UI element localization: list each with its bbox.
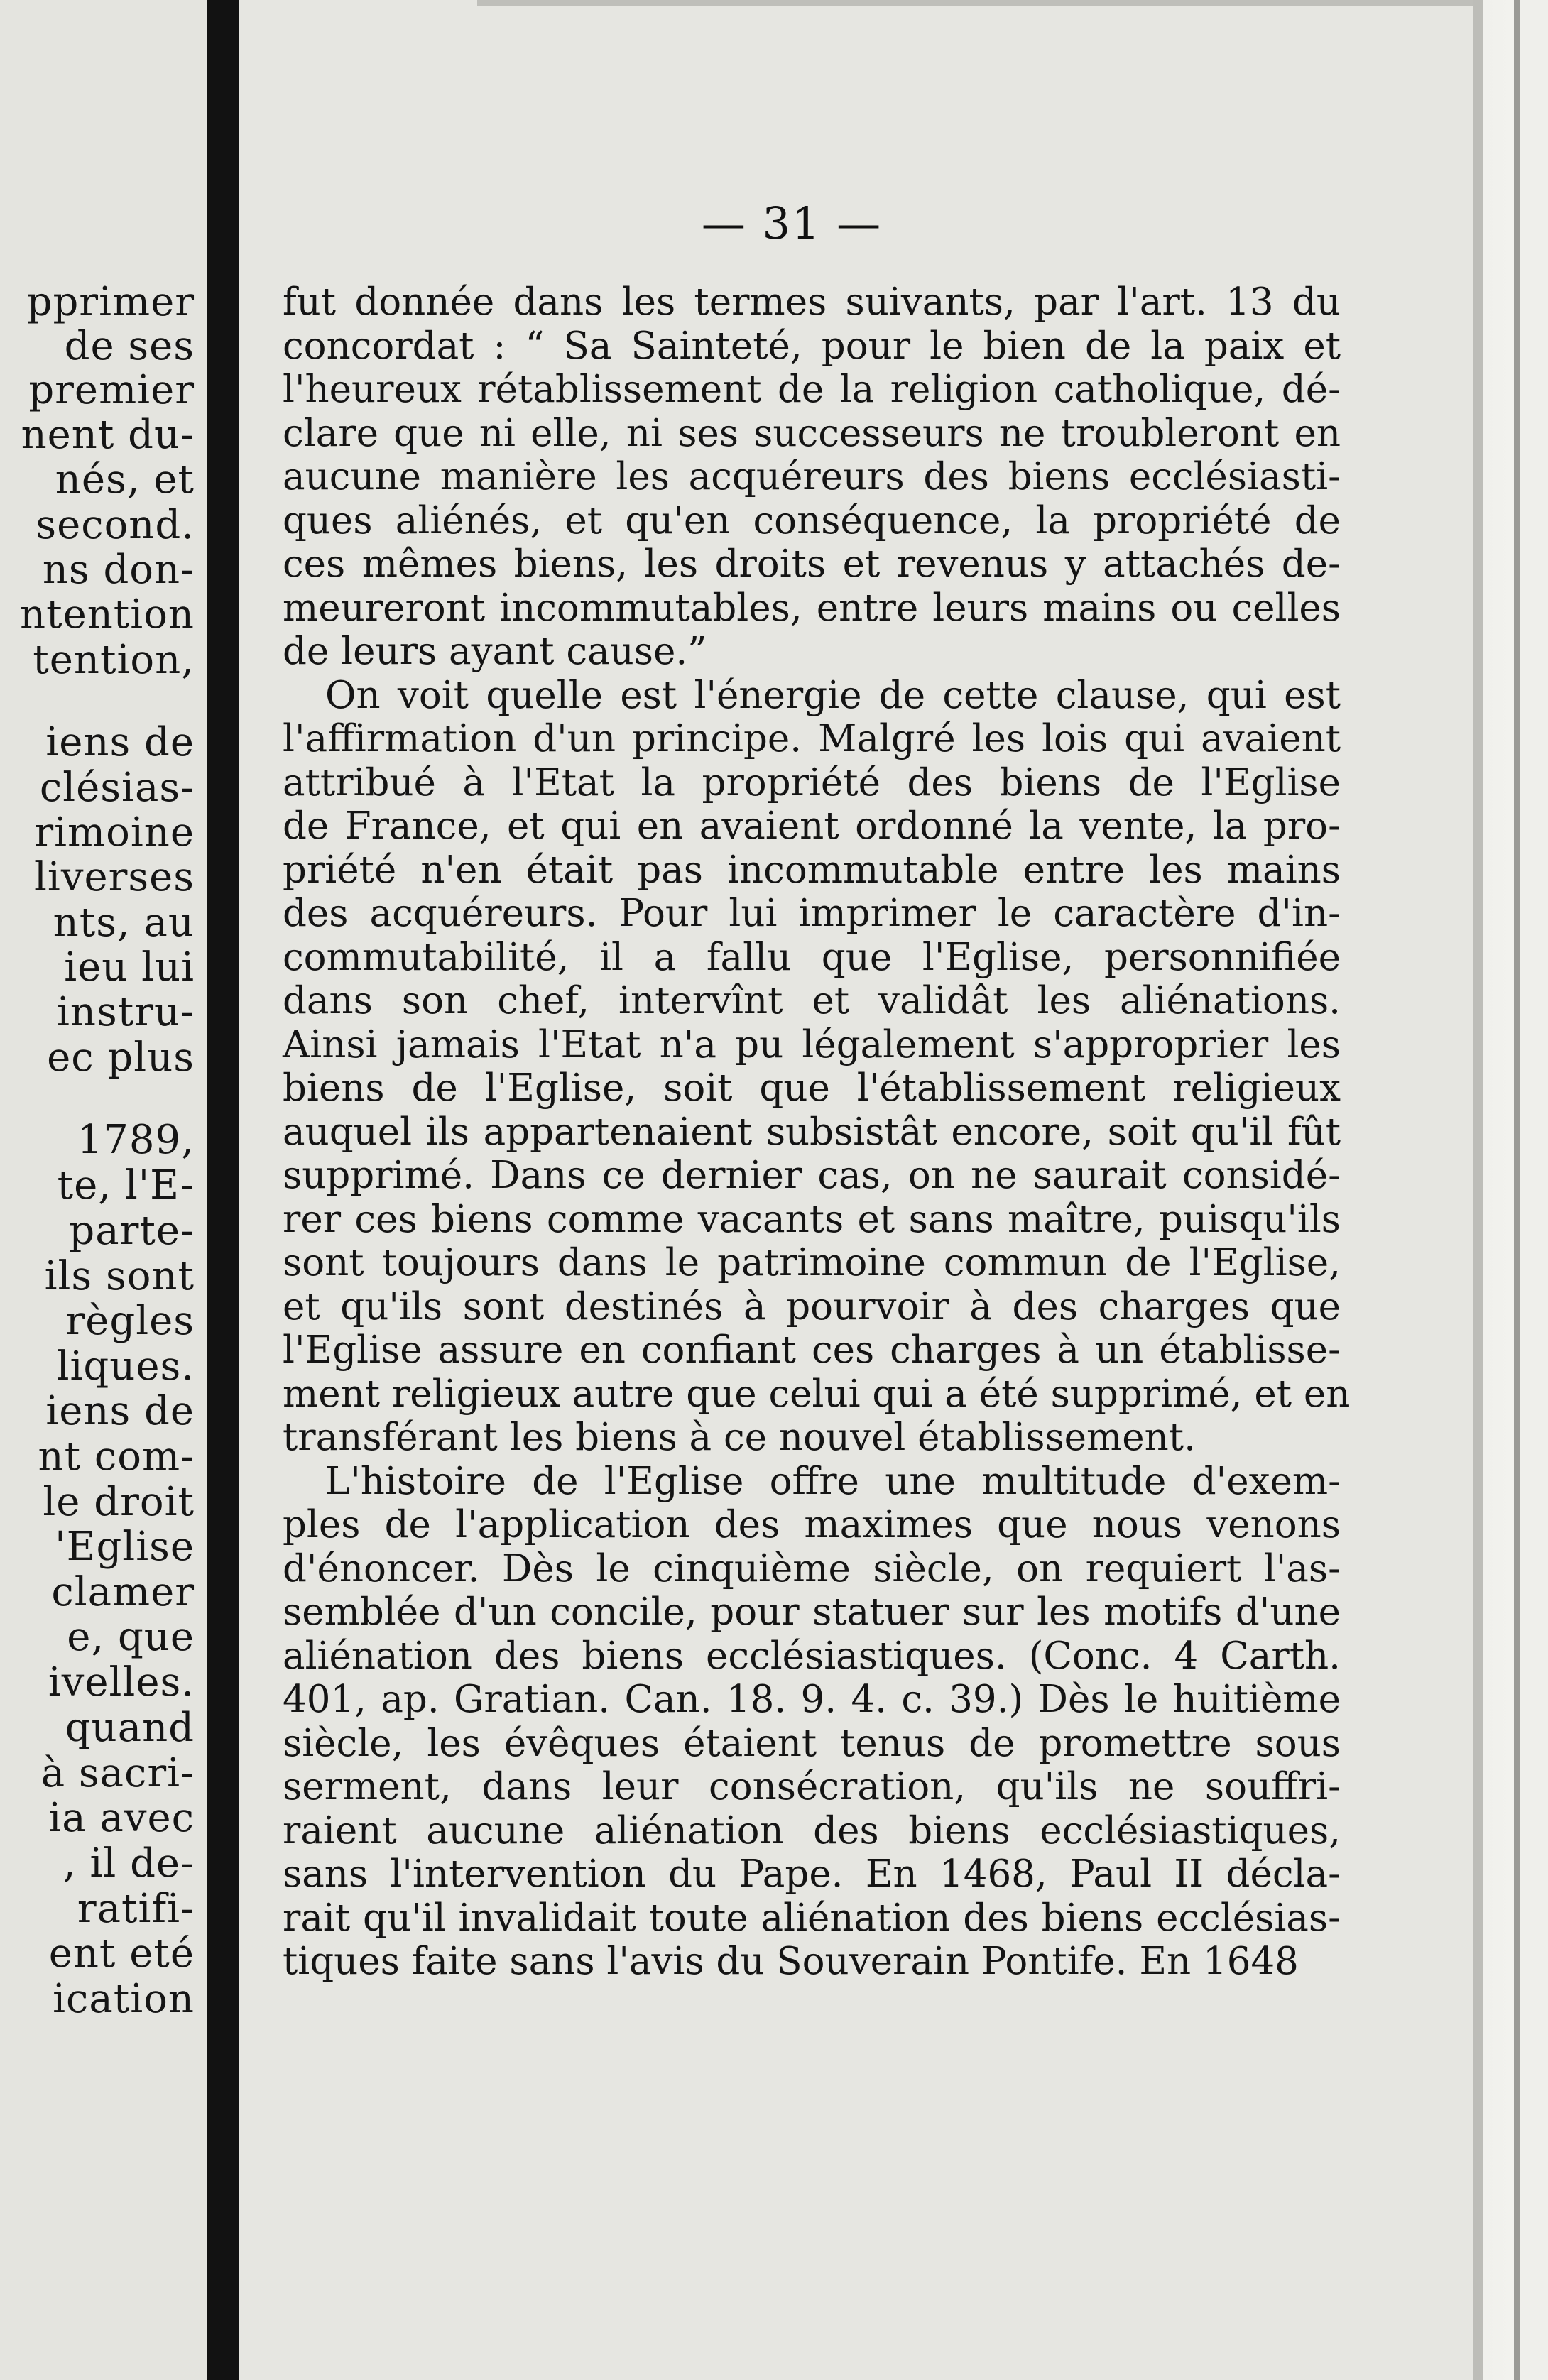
left-page-fragment: pprimer	[26, 279, 195, 325]
text-line: aliénation des biens ecclésiastiques. (Conc. 4 Carth.	[283, 1634, 1341, 1678]
left-page-fragment: premier	[28, 367, 195, 413]
left-page-fragment: ication	[53, 1976, 195, 2022]
left-page-fragment: ratifi-	[77, 1886, 195, 1932]
text-line: clare que ni elle, ni ses successeurs ne troubleront en	[283, 411, 1341, 455]
left-page-fragment: à sacri-	[40, 1750, 195, 1796]
left-page-fragment: tention,	[33, 637, 195, 683]
left-page-fragment: second.	[36, 502, 195, 548]
book-gutter	[207, 0, 239, 2380]
body-text	[283, 280, 1351, 1984]
text-line: ment religieux autre que celui qui a été supprimé, et en	[283, 1372, 1351, 1416]
left-page-fragment: 'Eglise	[55, 1524, 195, 1570]
text-line: priété n'en était pas incommutable entre les mains	[283, 848, 1341, 892]
text-line: Ainsi jamais l'Etat n'a pu légalement s'approprier les	[283, 1022, 1341, 1066]
text-line: de France, et qui en avaient ordonné la vente, la pro-	[283, 804, 1341, 848]
text-line: serment, dans leur consécration, qu'ils ne souffri-	[283, 1765, 1341, 1808]
left-page-fragment: nt com-	[38, 1434, 195, 1480]
text-line: attribué à l'Etat la propriété des biens de l'Eglise	[283, 760, 1341, 804]
text-line: d'énoncer. Dès le cinquième siècle, on requiert l'as-	[283, 1546, 1341, 1590]
text-line: rait qu'il invalidait toute aliénation des biens ecclésias-	[283, 1896, 1341, 1940]
left-page-fragment: instru-	[57, 989, 195, 1035]
page-right-edge	[1473, 0, 1548, 2380]
text-line: semblée d'un concile, pour statuer sur les motifs d'une	[283, 1590, 1341, 1634]
left-page-fragment: liques.	[56, 1343, 195, 1390]
left-page-fragment: le droit	[43, 1479, 195, 1525]
text-line: concordat : “ Sa Sainteté, pour le bien de la paix et	[283, 324, 1341, 368]
left-page-fragment: quand	[65, 1705, 195, 1751]
text-line: et qu'ils sont destinés à pourvoir à des charges que	[283, 1284, 1341, 1328]
left-page-fragment: ent eté	[48, 1931, 195, 1977]
text-line: des acquéreurs. Pour lui imprimer le caractère d'in-	[283, 892, 1341, 935]
text-line: supprimé. Dans ce dernier cas, on ne saurait considé-	[283, 1154, 1341, 1197]
text-line: rer ces biens comme vacants et sans maître, puisqu'ils	[283, 1197, 1341, 1241]
left-page-fragment: de ses	[64, 323, 195, 369]
text-line: dans son chef, intervînt et validât les aliénations.	[283, 979, 1341, 1022]
text-line: raient aucune aliénation des biens ecclésiastiques,	[283, 1808, 1341, 1852]
text-line: tiques faite sans l'avis du Souverain Pontife. En 1648	[283, 1940, 1299, 1983]
text-line: aucune manière les acquéreurs des biens ecclésiasti-	[283, 455, 1341, 498]
left-page-fragment: ns don-	[42, 547, 195, 593]
left-page-fragment: e, que	[67, 1614, 195, 1660]
text-line: sont toujours dans le patrimoine commun de l'Eglise,	[283, 1241, 1341, 1284]
left-page-fragment: iens de	[45, 1388, 195, 1434]
text-line: l'Eglise assure en confiant ces charges à un établisse-	[283, 1328, 1341, 1372]
left-page-fragment: parte-	[69, 1208, 195, 1254]
text-line: fut donnée dans les termes suivants, par l'art. 13 du	[283, 280, 1341, 324]
left-page-fragment: ia avec	[48, 1795, 195, 1841]
text-line: 401, ap. Gratian. Can. 18. 9. 4. c. 39.) Dès le huitième	[283, 1678, 1341, 1721]
left-page-fragment: ec plus	[47, 1035, 195, 1081]
text-line: l'affirmation d'un principe. Malgré les lois qui avaient	[283, 717, 1341, 760]
page-top-edge	[477, 0, 1548, 6]
left-page-fragment: règles	[65, 1298, 195, 1344]
left-page-fragment: nés, et	[55, 457, 195, 503]
text-line: auquel ils appartenaient subsistât encore, soit qu'il fût	[283, 1110, 1341, 1154]
text-line: l'heureux rétablissement de la religion catholique, dé-	[283, 368, 1341, 411]
left-page-fragment: ntention	[20, 591, 195, 638]
right-page	[239, 0, 1473, 2380]
left-page-fragment: clamer	[51, 1569, 195, 1615]
text-line: ques aliénés, et qu'en conséquence, la propriété de	[283, 498, 1341, 542]
left-page-fragment: te, l'E-	[57, 1162, 195, 1208]
text-line: commutabilité, il a fallu que l'Eglise, personnifiée	[283, 935, 1341, 979]
left-page	[0, 0, 207, 2380]
left-page-fragment: , il de-	[62, 1840, 195, 1887]
text-line: ples de l'application des maximes que nous venons	[283, 1503, 1341, 1546]
left-page-fragment: ieu lui	[64, 944, 195, 990]
text-line: transférant les biens à ce nouvel établissement.	[283, 1416, 1196, 1459]
left-page-fragment: iens de	[45, 719, 195, 765]
text-line: de leurs ayant cause.”	[283, 630, 707, 673]
left-page-fragment: ivelles.	[48, 1659, 195, 1705]
text-line: siècle, les évêques étaient tenus de promettre sous	[283, 1721, 1341, 1765]
text-line: sans l'intervention du Pape. En 1468, Paul II décla-	[283, 1852, 1341, 1896]
text-line: ces mêmes biens, les droits et revenus y attachés de-	[283, 542, 1341, 586]
left-page-fragment: liverses	[34, 854, 195, 900]
left-page-fragment: clésias-	[39, 765, 195, 811]
left-page-fragment: ils sont	[44, 1253, 195, 1299]
left-page-fragment: 1789,	[77, 1117, 195, 1163]
left-page-fragment: nent du-	[21, 412, 195, 458]
left-page-fragment: rimoine	[34, 809, 195, 856]
text-line: meureront incommutables, entre leurs mains ou celles	[283, 586, 1341, 630]
text-line: On voit quelle est l'énergie de cette clause, qui est	[325, 673, 1341, 717]
left-page-fragment: nts, au	[53, 900, 195, 946]
page-number: — 31 —	[701, 197, 883, 249]
text-line: biens de l'Eglise, soit que l'établissement religieux	[283, 1066, 1341, 1110]
text-line: L'histoire de l'Eglise offre une multitude d'exem-	[325, 1459, 1341, 1503]
